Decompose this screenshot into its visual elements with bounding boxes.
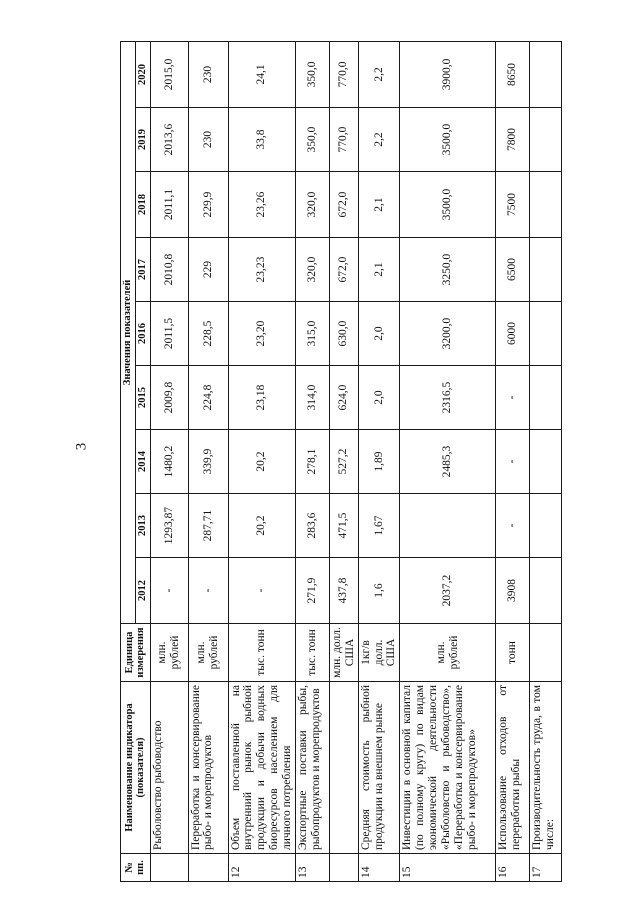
header-no: № пп. [121,854,151,882]
value-cell: - [496,494,530,558]
rotated-table-wrapper [120,42,557,882]
table-row [228,41,295,881]
unit-cell: тонн [496,624,530,682]
value-cell: 3250,0 [400,238,496,302]
value-cell: 224,8 [188,366,228,430]
value-cell: 1,67 [358,494,400,558]
value-cell: 2011,5 [150,302,188,366]
header-year: 2012 [135,558,150,624]
value-cell: - [150,558,188,624]
header-year: 2016 [135,302,150,366]
value-cell: 287,71 [188,494,228,558]
indicator-name: Объем поставленной на внутренний рынок рыбной продукции и добычи водных биоресурсов населением для личного потребления [228,682,295,854]
indicator-name: Рыболовство рыбоводство [150,682,188,854]
value-cell: 314,0 [295,366,329,430]
value-cell: 2316,5 [400,366,496,430]
table-body [150,41,562,881]
value-cell: 672,0 [329,238,358,302]
value-cell [530,238,562,302]
value-cell: 2011,1 [150,172,188,238]
unit-cell: тыс. тонн [295,624,329,682]
value-cell: 339,9 [188,430,228,494]
value-cell: 228,5 [188,302,228,366]
indicator-name [329,682,358,854]
value-cell: 1293,87 [150,494,188,558]
unit-cell: млн. долл. США [329,624,358,682]
unit-cell: млн. рублей [150,624,188,682]
value-cell: 350,0 [295,108,329,172]
table-row [400,41,496,881]
value-cell: 230 [188,108,228,172]
row-number: 13 [295,854,329,882]
value-cell [530,172,562,238]
header-row-top [121,41,136,881]
value-cell: 320,0 [295,238,329,302]
value-cell: 770,0 [329,41,358,107]
row-number [329,854,358,882]
row-number: 15 [400,854,496,882]
value-cell: 3500,0 [400,172,496,238]
header-unit: Единица измерения [121,624,151,682]
value-cell: 2010,8 [150,238,188,302]
value-cell: 770,0 [329,108,358,172]
value-cell [530,41,562,107]
table-row [329,41,358,881]
table-row [150,41,188,881]
indicator-name: Использование отходов от переработки рыбы [496,682,530,854]
value-cell [530,302,562,366]
value-cell: - [228,558,295,624]
header-year: 2018 [135,172,150,238]
value-cell: 2,1 [358,238,400,302]
indicator-name: Экспортные поставки рыбы, рыбопродуктов и морепродуктов [295,682,329,854]
value-cell: 3500,0 [400,108,496,172]
value-cell: 230 [188,41,228,107]
value-cell: 23,18 [228,366,295,430]
table-row [295,41,329,881]
value-cell: 283,6 [295,494,329,558]
row-number: 12 [228,854,295,882]
indicator-name: Производительность труда, в том числе: [530,682,562,854]
value-cell [530,494,562,558]
row-number [150,854,188,882]
indicator-name: Средняя стоимость рыбной продукции на внешнем рынке [358,682,400,854]
page-number: 3 [73,442,90,451]
value-cell: 20,2 [228,430,295,494]
table-row [358,41,400,881]
value-cell: 8650 [496,41,530,107]
row-number: 17 [530,854,562,882]
value-cell: 437,8 [329,558,358,624]
value-cell: 33,8 [228,108,295,172]
header-name: Наименование индикатора (показателя) [121,682,151,854]
value-cell: 6500 [496,238,530,302]
header-year: 2015 [135,366,150,430]
value-cell: 2,2 [358,41,400,107]
row-number: 14 [358,854,400,882]
unit-cell: тыс. тонн [228,624,295,682]
value-cell: 2013,6 [150,108,188,172]
value-cell [530,108,562,172]
value-cell: 2015,0 [150,41,188,107]
value-cell: - [496,366,530,430]
table-row [530,41,562,881]
value-cell: 6000 [496,302,530,366]
value-cell: 3908 [496,558,530,624]
indicator-name: Инвестиции в основной капитал (по полному кругу) по видам экономической деятельности «Рыболовство и рыбоводство», «Переработка и консервирование рыбо- и морепродуктов» [400,682,496,854]
indicator-name: Переработка и консервирование рыбо- и морепродуктов [188,682,228,854]
value-cell: 2,0 [358,366,400,430]
value-cell [530,366,562,430]
unit-cell: млн. рублей [400,624,496,682]
value-cell [530,430,562,494]
value-cell [400,494,496,558]
header-year: 2019 [135,108,150,172]
value-cell: 624,0 [329,366,358,430]
value-cell: 2009,8 [150,366,188,430]
value-cell: 672,0 [329,172,358,238]
value-cell: 271,9 [295,558,329,624]
header-year: 2013 [135,494,150,558]
value-cell: - [188,558,228,624]
value-cell: 23,20 [228,302,295,366]
unit-cell: 1кг/в долл. США [358,624,400,682]
value-cell: 23,23 [228,238,295,302]
header-year: 2014 [135,430,150,494]
value-cell: 2037,2 [400,558,496,624]
value-cell: 320,0 [295,172,329,238]
value-cell: 2,1 [358,172,400,238]
table-row [188,41,228,881]
value-cell: 20,2 [228,494,295,558]
value-cell: 24,1 [228,41,295,107]
row-number [188,854,228,882]
value-cell: 229 [188,238,228,302]
value-cell [530,558,562,624]
value-cell: 2,2 [358,108,400,172]
value-cell: 229,9 [188,172,228,238]
row-number: 16 [496,854,530,882]
value-cell: 527,2 [329,430,358,494]
value-cell: 2485,3 [400,430,496,494]
unit-cell [530,624,562,682]
value-cell: 23,26 [228,172,295,238]
value-cell: 315,0 [295,302,329,366]
table-row [496,41,530,881]
value-cell: 3900,0 [400,41,496,107]
unit-cell: млн. рублей [188,624,228,682]
header-year: 2017 [135,238,150,302]
value-cell: 278,1 [295,430,329,494]
value-cell: 1480,2 [150,430,188,494]
value-cell: 3200,0 [400,302,496,366]
value-cell: 2,0 [358,302,400,366]
value-cell: 350,0 [295,41,329,107]
value-cell: - [496,430,530,494]
indicators-table [120,41,562,882]
value-cell: 7500 [496,172,530,238]
value-cell: 1,89 [358,430,400,494]
value-cell: 7800 [496,108,530,172]
header-values: Значения показателей [121,41,136,623]
value-cell: 471,5 [329,494,358,558]
header-year: 2020 [135,41,150,107]
value-cell: 630,0 [329,302,358,366]
value-cell: 1,6 [358,558,400,624]
